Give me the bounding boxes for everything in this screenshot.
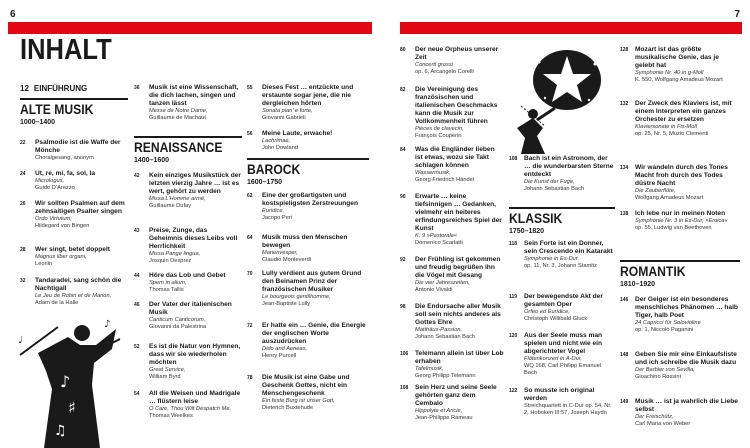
entry-title: Der bewegendste Akt der gesamten Oper: [524, 293, 603, 308]
entry-page-number: 108: [400, 385, 409, 391]
entry-page-number: 32: [20, 278, 26, 284]
toc-entry[interactable]: [509, 293, 615, 323]
entry-composer: WQ 168, Carl Philipp Emanuel Bach: [524, 363, 602, 376]
toc-entry[interactable]: [20, 200, 128, 230]
entry-work: Flötenkonzert in A-Dur,: [524, 356, 582, 362]
entry-composer: Jacopo Peri: [262, 215, 293, 221]
toc-entry[interactable]: [400, 46, 504, 76]
toc-entry[interactable]: [134, 272, 242, 294]
entry-page-number: 55: [247, 85, 253, 91]
toc-entry[interactable]: [247, 84, 369, 122]
entry-title: Die Endursache aller Musik soll sein nichts anderes als Gottes Ehre: [415, 303, 501, 326]
entry-page-number: 62: [247, 193, 253, 199]
entry-title: All die Weisen und Madrigale … flüstern leise: [149, 390, 241, 405]
toc-entry[interactable]: [400, 146, 504, 184]
toc-entry[interactable]: [20, 170, 128, 192]
entry-title: Der Geiger ist ein besonderes menschliches Phänomen … halb Tiger, halb Poet: [635, 296, 738, 319]
toc-entry[interactable]: [134, 343, 242, 381]
conductor-silhouette-icon: [8, 315, 133, 448]
entry-page-number: 120: [509, 333, 518, 339]
section-dates: 1750–1820: [509, 228, 545, 235]
svg-text:♯: ♯: [68, 398, 76, 417]
entry-title: Bach ist ein Astronom, der … die wunderbarsten Sterne entdeckt: [524, 155, 614, 178]
entry-page-number: 149: [620, 399, 629, 405]
toc-entry[interactable]: [400, 193, 504, 247]
toc-entry[interactable]: [400, 303, 504, 341]
section-name: ALTE MUSIK: [20, 102, 94, 117]
entry-composer: Choralgesang, anonym: [35, 155, 94, 161]
toc-entry[interactable]: [620, 398, 740, 428]
entry-title: Aus der Seele muss man spielen und nicht wie ein abgerichteter Vogel: [524, 332, 603, 355]
section-dates: 1000–1400: [20, 119, 56, 126]
entry-page-number: 92: [400, 257, 406, 263]
entry-composer: Carl Maria von Weber: [635, 421, 691, 427]
entry-work: 24 Capricci für Solovioline: [635, 320, 701, 326]
section-name: RENAISSANCE: [134, 140, 223, 155]
entry-work: Euridice,: [262, 208, 285, 214]
toc-entry[interactable]: [620, 46, 740, 84]
section-dates: 1400–1600: [134, 157, 170, 164]
entry-composer: Wolfgang Amadeus Mozart: [635, 195, 704, 201]
entry-page-number: 28: [20, 247, 26, 253]
toc-entry[interactable]: [509, 155, 615, 193]
toc-entry[interactable]: [400, 350, 504, 380]
entry-composer: Thomas Tallis: [149, 287, 184, 293]
toc-entry[interactable]: [134, 227, 242, 265]
entry-work: Der Barbier von Sevilla,: [635, 367, 695, 373]
entry-work: Die Kunst der Fuge,: [524, 179, 575, 185]
entry-composer: Dieterich Buxtehude: [262, 405, 314, 411]
entry-composer: William Byrd: [149, 374, 181, 380]
entry-work: Messe de Notre Dame,: [149, 108, 208, 114]
entry-page-number: 64: [247, 235, 253, 241]
entry-page-number: 70: [247, 271, 253, 277]
entry-composer: Giovanni da Palestrina: [149, 324, 207, 330]
section-renaissance: [134, 136, 242, 165]
toc-entry[interactable]: [400, 384, 504, 422]
entry-title: Erwarte … keine tiefsinnigen … Gedanken, vielmehr ein heiteres erfindungsreiches Spiel der Kunst: [415, 193, 502, 232]
entry-work: Le bourgeois gentilhomme,: [262, 294, 331, 300]
entry-composer: Christoph Willibald Gluck: [524, 316, 588, 322]
entry-title: Die Vereinigung des französischen und italienischen Geschmacks kann die Musik zur Vollkommenheit führen: [415, 86, 498, 125]
entry-work: Marienvesper,: [262, 250, 298, 256]
entry-composer: Josquin Desprez: [149, 258, 192, 264]
toc-entry[interactable]: [620, 351, 740, 381]
entry-title: Die Musik ist eine Gabe und Geschenk Gottes, nicht ein Menschengeschenk: [262, 374, 350, 397]
entry-page-number: 84: [400, 147, 406, 153]
entry-page-number: 72: [247, 323, 253, 329]
intro-entry: [20, 84, 87, 93]
toc-entry[interactable]: [247, 270, 369, 308]
entry-page-number: 36: [134, 85, 140, 91]
section-klassik: [509, 207, 615, 236]
entry-page-number: 22: [20, 140, 26, 146]
entry-page-number: 134: [620, 165, 629, 171]
entry-composer: Jean-Baptiste Lully: [262, 301, 311, 307]
star-telescope-illustration: [515, 44, 611, 154]
entry-page-number: 118: [509, 241, 518, 247]
entry-work: Die Zauberflöte,: [635, 188, 676, 194]
red-header-bar-right: [400, 22, 742, 34]
entry-title: Der Frühling ist gekommen und freudig begrüßen ihn die Vögel mit Gesang: [415, 256, 501, 279]
entry-title: Musik ist eine Wissenschaft, die dich lachen, singen und tanzen lässt: [149, 84, 239, 107]
toc-entry[interactable]: [620, 210, 740, 232]
page-title: INHALT: [20, 34, 112, 66]
entry-composer: op. 11, Nr. 3, Johann Stamitz: [524, 263, 597, 269]
entry-work: Missa Pange lingua,: [149, 251, 201, 257]
entry-work: Der Freischütz,: [635, 414, 674, 420]
entry-page-number: 56: [247, 131, 253, 137]
entry-composer: Georg Friedrich Händel: [415, 177, 475, 183]
entry-page-number: 106: [400, 351, 409, 357]
entry-page-number: 146: [620, 297, 629, 303]
entry-title: Dieses Fest … entzückte und erstaunte sogar jene, die nie dergleichen hörten: [262, 84, 354, 107]
entry-page-number: 148: [620, 352, 629, 358]
right-column-2: [509, 155, 615, 445]
entry-title: Sein Herz und seine Seele gehörten ganz dem Cembalo: [415, 384, 497, 407]
entry-work: Spem in alium,: [149, 280, 187, 286]
entry-title: Tandaradei, sang schön die Nachtigall: [35, 277, 122, 292]
entry-title: So musste ich original werden: [524, 387, 595, 402]
entry-composer: Adam de la Halle: [35, 300, 79, 306]
entry-work: Great Service,: [149, 367, 186, 373]
entry-page-number: 119: [509, 294, 518, 300]
entry-page-number: 82: [400, 87, 406, 93]
entry-composer: Hildegard von Bingen: [35, 223, 90, 229]
entry-page-number: 98: [400, 304, 406, 310]
right-column-1: [400, 46, 504, 446]
entry-work: Orfeo ed Euridice,: [524, 309, 570, 315]
entry-composer: Johann Sebastian Bach: [524, 186, 585, 192]
entry-composer: Domenico Scarlatti: [415, 240, 463, 246]
svg-text:♪: ♪: [60, 372, 71, 391]
svg-text:♪: ♪: [104, 319, 111, 330]
entry-work: Micrologus,: [35, 178, 65, 184]
section-alte-musik: [20, 98, 128, 127]
entry-composer: John Dowland: [262, 145, 299, 151]
conductor-illustration: [8, 315, 133, 448]
entry-composer: François Couperin: [415, 133, 462, 139]
entry-title: Der Zweck des Klaviers ist, mit einem Interpreten ein ganzes Orchester zu ersetzen: [635, 100, 732, 123]
entry-title: Ut, re, mi, fa, sol, la: [35, 170, 96, 177]
entry-page-number: 46: [134, 302, 140, 308]
section-barock: [247, 158, 369, 187]
entry-title: Er hatte ein … Genie, die Energie der englischen Worte auszudrücken: [262, 322, 366, 345]
toc-entry[interactable]: [20, 139, 128, 162]
entry-composer: op. 6, Arcangelo Corelli: [415, 69, 474, 75]
red-header-bar-left: [8, 22, 372, 34]
section-dates: 1810–1920: [620, 281, 656, 288]
entry-work: K. 9 »Pastorale«: [415, 233, 458, 239]
entry-work: Le Jeu de Robin et de Marion,: [35, 293, 112, 299]
entry-title: Wer singt, betet doppelt: [35, 246, 110, 253]
left-column-2: [134, 84, 242, 444]
entry-composer: Georg Philipp Telemann: [415, 373, 476, 379]
toc-entry[interactable]: [247, 374, 369, 412]
entry-work: Magnus liber organi,: [35, 254, 87, 260]
right-page: [375, 0, 750, 448]
entry-title: Musik … ist ja wahrlich die Liebe selbst: [635, 398, 738, 413]
entry-composer: Giovanni Gabrieli: [262, 115, 306, 121]
toc-entry[interactable]: [247, 322, 369, 360]
toc-entry[interactable]: [134, 172, 242, 210]
toc-entry[interactable]: [134, 301, 242, 331]
toc-entry[interactable]: [20, 246, 128, 268]
intro-number: 12: [20, 84, 29, 93]
toc-entry[interactable]: [620, 100, 740, 138]
entry-work: Symphonie in Es-Dur: [524, 256, 578, 262]
entry-title: Wir sollten Psalmen auf dem zehnsaitigen Psalter singen: [35, 200, 125, 215]
toc-entry[interactable]: [20, 277, 128, 307]
toc-entry[interactable]: [134, 390, 242, 420]
entry-title: Mozart ist das größte musikalische Genie, das je gelebt hat: [635, 46, 719, 69]
entry-composer: Henry Purcell: [262, 353, 297, 359]
entry-page-number: 26: [20, 201, 26, 207]
star-telescope-icon: [515, 44, 611, 154]
entry-composer: op. 55, Ludwig van Beethoven: [635, 225, 712, 231]
entry-composer: Streichquartett in C-Dur op. 54, Nr. 2, Hoboken III:57, Joseph Haydn: [524, 403, 612, 416]
entry-page-number: 43: [134, 228, 140, 234]
entry-page-number: 80: [400, 47, 406, 53]
entry-title: Was die Engländer lieben ist etwas, wozu sie Takt schlagen können: [415, 146, 495, 169]
entry-composer: op. 25, Nr. 5, Muzio Clementi: [635, 131, 709, 137]
entry-page-number: 78: [247, 375, 253, 381]
entry-title: Lully verdient aus gutem Grund den Beinamen Prinz der französischen Musiker: [262, 270, 362, 293]
entry-page-number: 24: [20, 171, 26, 177]
left-column-3: [247, 84, 369, 444]
toc-entry[interactable]: [247, 192, 369, 222]
entry-work: Symphonie Nr. 40 in g-Moll: [635, 70, 704, 76]
entry-page-number: 52: [134, 344, 140, 350]
entry-work: Die vier Jahreszeiten,: [415, 280, 470, 286]
entry-page-number: 128: [620, 47, 629, 53]
entry-page-number: 122: [509, 388, 518, 394]
entry-work: Matthäus-Passion,: [415, 327, 463, 333]
entry-work: Sonata pian’ e forte,: [262, 108, 313, 114]
toc-entry[interactable]: [509, 240, 615, 270]
entry-work: Hippolyte et Aricie,: [415, 408, 463, 414]
section-name: ROMANTIK: [620, 264, 686, 279]
entry-page-number: 132: [620, 101, 629, 107]
section-name: KLASSIK: [509, 211, 563, 226]
entry-title: Ich lebe nur in meinen Noten: [635, 210, 726, 217]
entry-work: Tafelmusik,: [415, 366, 444, 372]
entry-composer: Leonin: [35, 261, 53, 267]
entry-work: Lachrimae,: [262, 138, 291, 144]
entry-title: Wir wandeln durch des Tones Macht froh durch des Todes düstre Nacht: [635, 164, 728, 187]
toc-entry[interactable]: [400, 86, 504, 140]
entry-composer: Antonio Vivaldi: [415, 287, 453, 293]
toc-entry[interactable]: [400, 256, 504, 294]
intro-label: EINFÜHRUNG: [33, 84, 88, 93]
entry-page-number: 42: [134, 173, 140, 179]
toc-entry[interactable]: [247, 130, 369, 152]
entry-title: Kein einziges Musikstück der letzten vierzig Jahre … ist es wert, gehört zu werden: [149, 172, 241, 195]
entry-title: Sein Forte ist ein Donner, sein Crescendo ein Katarakt: [524, 240, 613, 255]
entry-title: Es ist die Natur von Hymnen, dass wir sie wiederholen möchten: [149, 343, 241, 366]
entry-title: Telemann allein ist über Lob erhaben: [415, 350, 504, 365]
entry-page-number: 108: [509, 156, 518, 162]
entry-work: Dido and Aeneas,: [262, 346, 308, 352]
toc-entry[interactable]: [620, 296, 740, 334]
entry-title: Psalmodie ist die Waffe der Mönche: [35, 139, 121, 154]
entry-composer: op. 1, Niccolò Paganini: [635, 327, 694, 333]
entry-composer: Guillaume Dufay: [149, 203, 192, 209]
right-column-3: [620, 46, 740, 446]
entry-title: Preise, Zunge, das Geheimnis dieses Leibs voll Herrlichkeit: [149, 227, 238, 250]
svg-text:♩: ♩: [18, 335, 23, 346]
entry-title: Der Vater der italienischen Musik: [149, 301, 232, 316]
entry-title: Höre das Lob und Gebet: [149, 272, 226, 279]
entry-composer: Jean-Philippe Rameau: [415, 415, 473, 421]
toc-entry[interactable]: [509, 387, 615, 417]
entry-page-number: 44: [134, 273, 140, 279]
entry-title: Geben Sie mir eine Einkaufsliste und ich schreibe die Musik dazu: [635, 351, 737, 366]
entry-title: Der neue Orpheus unserer Zeit: [415, 46, 499, 61]
entry-composer: Thomas Weelkes: [149, 413, 193, 419]
entry-work: Pièces de clavecin,: [415, 126, 464, 132]
entry-composer: Guido D’Arezzo: [35, 185, 75, 191]
entry-work: Missa L’Homme armé,: [149, 196, 206, 202]
entry-work: O Care, Thou Wilt Despatch Me,: [149, 406, 232, 412]
toc-entry[interactable]: [509, 332, 615, 377]
entry-composer: Guillaume de Machaut: [149, 115, 206, 121]
entry-composer: K. 550, Wolfgang Amadeus Mozart: [635, 77, 723, 83]
svg-text:♫: ♫: [54, 423, 67, 439]
entry-composer: Johann Sebastian Bach: [415, 334, 476, 340]
entry-work: Concerti grossi: [415, 62, 453, 68]
entry-work: Symphonie Nr. 3 in Es-Dur, »Eroica«: [635, 218, 728, 224]
entry-page-number: 138: [620, 211, 629, 217]
page-number-right: 7: [734, 9, 740, 20]
entry-page-number: 90: [400, 194, 406, 200]
entry-title: Eine der großartigsten und kostspieligsten Zerstreuungen: [262, 192, 358, 207]
toc-entry[interactable]: [134, 84, 242, 122]
entry-work: Wassermusik,: [415, 170, 451, 176]
toc-entry[interactable]: [247, 234, 369, 264]
entry-work: Ein feste Burg ist unser Gott,: [262, 398, 335, 404]
entry-page-number: 54: [134, 391, 140, 397]
entry-work: Canticum Canticorum,: [149, 317, 206, 323]
section-name: BAROCK: [247, 162, 301, 177]
section-dates: 1600–1750: [247, 179, 283, 186]
entry-work: Klaviersonate in Fis-Moll: [635, 124, 697, 130]
toc-entry[interactable]: [620, 164, 740, 202]
entry-title: Meine Laute, erwache!: [262, 130, 333, 137]
entry-work: Ordo Virtutum,: [35, 216, 72, 222]
page-number-left: 6: [10, 9, 16, 20]
section-romantik: [620, 260, 740, 289]
entry-composer: Claudio Monteverdi: [262, 257, 312, 263]
entry-title: Musik muss den Menschen bewegen: [262, 234, 348, 249]
entry-composer: Gioachino Rossini: [635, 374, 681, 380]
